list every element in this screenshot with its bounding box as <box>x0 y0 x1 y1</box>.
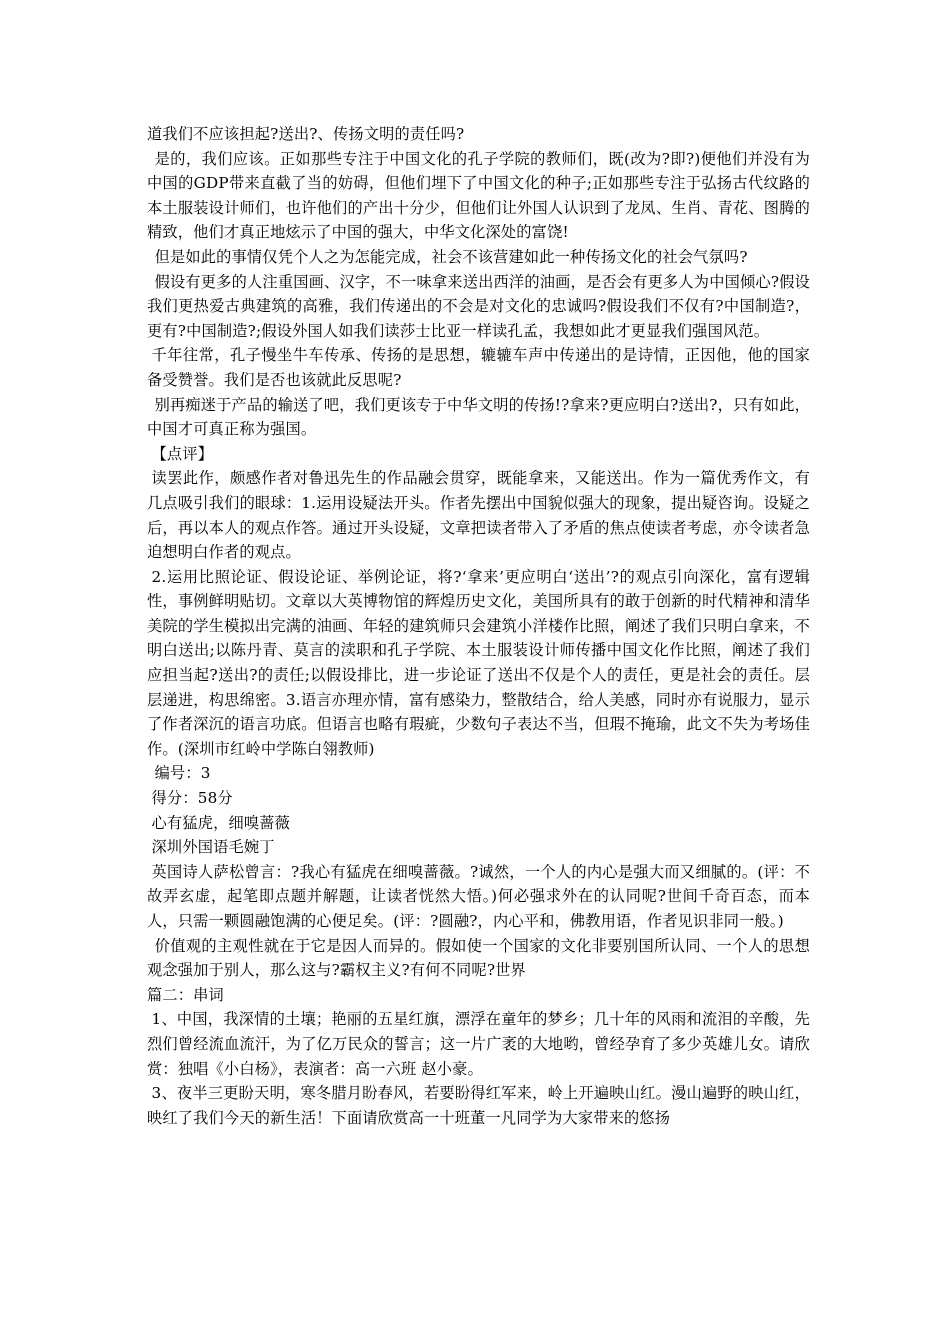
essay-title: 心有猛虎，细嗅蔷薇 <box>151 813 291 832</box>
paragraph-script-3: 3、夜半三更盼天明，寒冬腊月盼春风，若要盼得红军来，岭上开遍映山红。漫山遍野的映山红，映红了我们今天的新生活！下面请欣赏高一十班董一凡同学为大家带来的悠扬 <box>147 1084 810 1127</box>
paragraph-social-atmosphere: 但是如此的事情仅凭个人之为怎能完成，社会不该营建如此一种传扬文化的社会气氛吗? <box>154 247 748 266</box>
paragraph-confucius: 千年往常，孔子慢坐牛车传承、传扬的是思想，辘辘车声中传递出的是诗情，正因他，他的国家备受赞誉。我们是否也该就此反思呢? <box>147 346 810 389</box>
paragraph-should-answer: 是的，我们应该。正如那些专注于中国文化的孔子学院的教师们，既(改为?即?)便他们并没有为中国的GDP带来直截了当的妨碍，但他们埋下了中国文化的种子;正如那些专注于弘扬古代纹路的本土服装设计师们，也许他们的产出十分少，但他们让外国人认识到了龙凤、生肖、青花、图腾的精致，他们才真正地炫示了中国的强大，中华文化深处的富饶! <box>147 149 810 242</box>
essay-author: 深圳外国语毛婉丁 <box>151 838 275 857</box>
paragraph-comment-1: 读罢此作，颇感作者对鲁迅先生的作品融会贯穿，既能拿来，又能送出。作为一篇优秀作文，有几点吸引我们的眼球：1.运用设疑法开头。作者先摆出中国貌似强大的现象，提出疑咨询。设疑之后，再以本人的观点作答。通过开头设疑，文章把读者带入了矛盾的焦点使读者考虑，亦令读者急迫想明白作者的观点。 <box>147 469 810 562</box>
paragraph-sassoon: 英国诗人萨松曾言：?我心有猛虎在细嗅蔷薇。?诚然，一个人的内心是强大而又细腻的。(评：不故弄玄虚，起笔即点题并解题，让读者恍然大悟。)何必强求外在的认同呢?世间千奇百态，而本人，只需一颗圆融饱满的心便足矣。(评：?圆融?，内心平和，佛教用语，作者见识非同一般。) <box>147 862 810 930</box>
paragraph-comment-2: 2.运用比照论证、假设论证、举例论证，将?‘拿来’更应明白‘送出’?的观点引向深化，富有逻辑性，事例鲜明贴切。文章以大英博物馆的辉煌历史文化，美国所具有的敢于创新的时代精神和清华美院的学生模拟出完满的油画、年轻的建筑师只会建筑小洋楼作比照，阐述了我们只明白拿来，不明白送出;以陈丹青、莫言的渎职和孔子学院、本土服装设计师传播中国文化作比照，阐述了我们应担当起?送出?的责任;以假设排比，进一步论证了送出不仅是个人的责任，更是社会的责任。层层递进，构思绵密。3.语言亦理亦情，富有感染力，整散结合，给人美感，同时亦有说服力，显示了作者深沉的语言功底。但语言也略有瑕疵，少数句子表达不当，但瑕不掩瑜，此文不失为考场佳作。(深圳市红岭中学陈白翎教师) <box>147 567 810 758</box>
essay-score: 得分：58分 <box>151 789 233 808</box>
paragraph-conclusion: 别再痴迷于产品的输送了吧，我们更该专于中华文明的传扬!?拿来?更应明白?送出?，只有如此，中国才可真正称为强国。 <box>147 395 810 439</box>
document-page <box>147 122 810 1130</box>
paragraph-hypothesis: 假设有更多的人注重国画、汉字，不一味拿来送出西洋的油画，是否会有更多人为中国倾心?假设我们更热爱古典建筑的高雅，我们传递出的不会是对文化的忠诚吗?假设我们不仅有?中国制造?，更有?中国制造?;假设外国人如我们读莎士比亚一样读孔孟，我想如此才更显我们强国风范。 <box>147 272 810 340</box>
section-heading-part-two: 篇二：串词 <box>147 985 224 1004</box>
comment-heading: 【点评】 <box>151 444 214 463</box>
paragraph-values: 价值观的主观性就在于它是因人而异的。假如使一个国家的文化非要别国所认同、一个人的思想观念强加于别人，那么这与?霸权主义?有何不同呢?世界 <box>147 936 810 980</box>
paragraph-script-1: 1、中国，我深情的土壤；艳丽的五星红旗，漂浮在童年的梦乡；几十年的风雨和流泪的辛酸，先烈们曾经流血流汗，为了亿万民众的誓言；这一片广袤的大地哟，曾经孕育了多少英雄儿女。请欣赏：独唱《小白杨》，表演者：高一六班 赵小豪。 <box>147 1010 810 1078</box>
paragraph-responsibility-question: 道我们不应该担起?送出?、传扬文明的责任吗? <box>147 125 465 143</box>
essay-number: 编号：3 <box>154 764 211 783</box>
